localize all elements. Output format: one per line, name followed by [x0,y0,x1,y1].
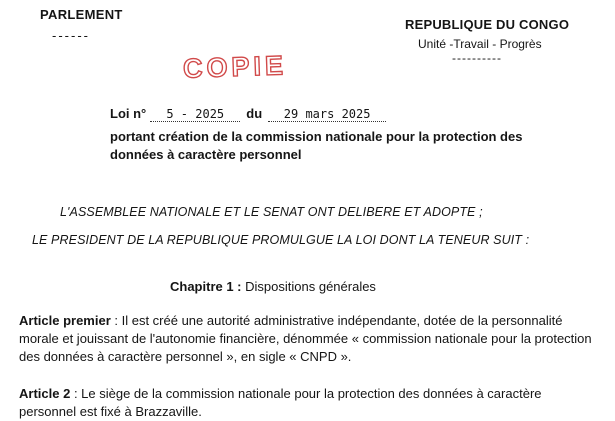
article-premier [19,312,599,366]
devise: Unité -Travail - Progrès [418,37,542,51]
preambule-assemblee: L'ASSEMBLEE NATIONALE ET LE SENAT ONT DELIBERE ET ADOPTE ; [60,205,483,219]
article-2 [19,385,599,421]
du-label: du [246,106,263,121]
loi-label: Loi n° [110,106,147,121]
article-text: : Le siège de la commission nationale pour la protection des données à caractère personnel est fixé à Brazzaville. [19,386,542,419]
republique-separator: ---------- [452,51,502,65]
chapitre-heading [170,279,376,294]
loi-reference [110,106,386,122]
article-label: Article premier [19,313,111,328]
copie-stamp: COPIE [182,50,288,84]
republique-label: REPUBLIQUE DU CONGO [405,17,570,32]
preambule-president: LE PRESIDENT DE LA REPUBLIQUE PROMULGUE LA LOI DONT LA TENEUR SUIT : [32,233,530,247]
loi-numero: 5 - 2025 [150,107,240,122]
loi-date: 29 mars 2025 [268,107,386,122]
article-text: : Il est créé une autorité administrative indépendante, dotée de la personnalité morale et jouissant de l'autonomie financière, dénommée « commission nationale pour la protection des données à caractère personnel », en sigle « CNPD ». [19,313,592,364]
parlement-separator: ------ [52,28,90,43]
parlement-label: PARLEMENT [40,7,123,22]
loi-objet: portant création de la commission nationale pour la protection des données à caractère personnel [110,129,523,162]
chapitre-label: Chapitre 1 : [170,279,242,294]
chapitre-titre: Dispositions générales [245,279,376,294]
article-label: Article 2 [19,386,71,401]
